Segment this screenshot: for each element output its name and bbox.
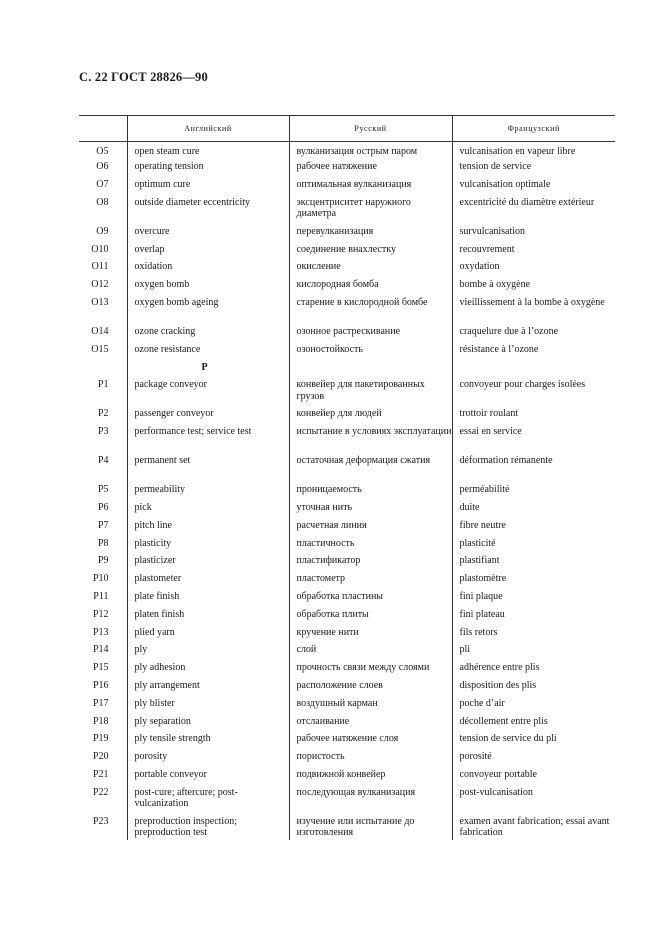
term-english: plasticizer [127, 553, 289, 571]
table-header-row [79, 116, 615, 142]
header-code [79, 116, 127, 142]
term-french: convoyeur portable [452, 767, 615, 785]
term-code: O15 [91, 343, 109, 355]
term-english: plate finish [127, 589, 289, 607]
table-row [79, 195, 615, 224]
term-code: P22 [92, 786, 109, 798]
term-english: oxygen bomb ageing [127, 295, 289, 324]
term-french: bombe à oxygène [452, 277, 615, 295]
term-english: passenger conveyor [127, 406, 289, 424]
table-row [79, 625, 615, 643]
term-code: P11 [93, 591, 109, 603]
term-russian: старение в кислородной бомбе [289, 295, 452, 324]
table-row [79, 785, 615, 814]
term-french: porosité [452, 749, 615, 767]
term-code: O13 [91, 297, 109, 309]
term-russian: озонное растрескивание [289, 324, 452, 342]
term-code: P12 [92, 608, 109, 620]
term-russian: пластификатор [289, 553, 452, 571]
table-row [79, 224, 615, 242]
glossary-table [79, 115, 615, 840]
table-row [79, 553, 615, 571]
term-french: recouvrement [452, 242, 615, 260]
term-french: décollement entre plis [452, 714, 615, 732]
term-english: overlap [127, 242, 289, 260]
term-russian: окисление [289, 259, 452, 277]
term-french: plastifiant [452, 553, 615, 571]
term-french: disposition des plis [452, 678, 615, 696]
term-code: P5 [97, 484, 109, 496]
term-french: vieillissement à la bombe à oxygène [452, 295, 615, 324]
term-russian: прочность связи между слоями [289, 660, 452, 678]
term-russian: рабочее натяжение [289, 159, 452, 177]
table-row [79, 177, 615, 195]
term-french: fini plateau [452, 607, 615, 625]
term-english: plastometer [127, 571, 289, 589]
term-french: survulcanisation [452, 224, 615, 242]
term-code: P10 [92, 573, 109, 585]
term-code: P19 [92, 733, 109, 745]
term-french: fini plaque [452, 589, 615, 607]
term-english: ply arrangement [127, 678, 289, 696]
table-row [79, 406, 615, 424]
term-french: trottoir roulant [452, 406, 615, 424]
term-russian: кручение нити [289, 625, 452, 643]
section-cell-empty [289, 360, 452, 378]
term-french: adhérence entre plis [452, 660, 615, 678]
table-row [79, 453, 615, 482]
table-row [79, 749, 615, 767]
table-row [79, 714, 615, 732]
header-english: Английский [127, 116, 289, 142]
term-french: déformation rémanente [452, 453, 615, 482]
term-code: O5 [96, 146, 109, 157]
term-french: poche d’air [452, 696, 615, 714]
term-english: operating tension [127, 159, 289, 177]
table-row [79, 242, 615, 260]
term-english: overcure [127, 224, 289, 242]
table-row [79, 342, 615, 360]
term-english: outside diameter eccentricity [127, 195, 289, 224]
header-french: Французский [452, 116, 615, 142]
table-row [79, 377, 615, 406]
term-russian: обработка пластины [289, 589, 452, 607]
term-code: P23 [92, 815, 109, 827]
term-english: oxidation [127, 259, 289, 277]
term-code: P3 [97, 426, 109, 438]
table-row [79, 259, 615, 277]
term-english: open steam cure [127, 142, 289, 160]
table-row [79, 696, 615, 714]
table-row [79, 571, 615, 589]
term-code: P4 [97, 455, 109, 467]
term-english: optimum cure [127, 177, 289, 195]
term-code: O14 [91, 326, 109, 338]
term-french: excentricité du diamètre extérieur [452, 195, 615, 224]
term-english: pick [127, 500, 289, 518]
table-row [79, 642, 615, 660]
term-russian: последующая вулканизация [289, 785, 452, 814]
term-english: plasticity [127, 536, 289, 554]
term-english: package conveyor [127, 377, 289, 406]
term-code: P8 [97, 537, 109, 549]
term-russian: уточная нить [289, 500, 452, 518]
term-code: P6 [97, 502, 109, 514]
term-french: fibre neutre [452, 518, 615, 536]
term-russian: отслаивание [289, 714, 452, 732]
term-russian: конвейер для людей [289, 406, 452, 424]
term-english: preproduction inspection; preproduction test [127, 814, 289, 840]
table-row [79, 814, 615, 840]
term-english: porosity [127, 749, 289, 767]
term-french: plasticité [452, 536, 615, 554]
term-code: P20 [92, 751, 109, 763]
term-english: permanent set [127, 453, 289, 482]
term-russian: пластометр [289, 571, 452, 589]
section-cell-empty [452, 360, 615, 378]
term-code: O9 [96, 225, 109, 237]
term-code: P14 [92, 644, 109, 656]
section-row [79, 360, 615, 378]
term-french: pli [452, 642, 615, 660]
table-row [79, 589, 615, 607]
table-row [79, 142, 615, 160]
term-french: fils retors [452, 625, 615, 643]
term-english: ply tensile strength [127, 731, 289, 749]
term-code: P2 [97, 408, 109, 420]
term-french: vulcanisation en vapeur libre [452, 142, 615, 160]
term-french: perméabilité [452, 482, 615, 500]
term-russian: испытание в условиях эксплуатации [289, 424, 452, 453]
term-french: post-vulcanisation [452, 785, 615, 814]
table-row [79, 518, 615, 536]
term-english: ply separation [127, 714, 289, 732]
term-russian: оптимальная вулканизация [289, 177, 452, 195]
term-russian: озоностойкость [289, 342, 452, 360]
term-code: P15 [92, 662, 109, 674]
term-english: oxygen bomb [127, 277, 289, 295]
term-russian: подвижной конвейер [289, 767, 452, 785]
table-row [79, 159, 615, 177]
term-russian: конвейер для пакетированных грузов [289, 377, 452, 406]
term-english: ply adhesion [127, 660, 289, 678]
term-code: P18 [92, 715, 109, 727]
term-russian: воздушный карман [289, 696, 452, 714]
glossary-table-wrapper [79, 115, 615, 840]
term-code: P21 [92, 769, 109, 781]
term-russian: эксцентриситет наружного диаметра [289, 195, 452, 224]
term-russian: расчетная линия [289, 518, 452, 536]
table-row [79, 500, 615, 518]
table-row [79, 424, 615, 453]
term-russian: рабочее натяжение слоя [289, 731, 452, 749]
term-russian: слой [289, 642, 452, 660]
table-row [79, 767, 615, 785]
term-code: P13 [92, 626, 109, 638]
term-russian: пластичность [289, 536, 452, 554]
term-code: O10 [91, 243, 109, 255]
page-header: С. 22 ГОСТ 28826—90 [79, 70, 208, 84]
term-french: tension de service [452, 159, 615, 177]
table-row [79, 607, 615, 625]
term-russian: пористость [289, 749, 452, 767]
table-row [79, 678, 615, 696]
term-french: examen avant fabrication; essai avant fabrication [452, 814, 615, 840]
term-english: ozone resistance [127, 342, 289, 360]
term-code: O12 [91, 279, 109, 291]
term-english: permeability [127, 482, 289, 500]
term-french: tension de service du pli [452, 731, 615, 749]
term-russian: обработка плиты [289, 607, 452, 625]
term-french: résistance à l’ozone [452, 342, 615, 360]
table-row [79, 731, 615, 749]
term-code: O11 [91, 261, 109, 273]
section-letter: P [127, 360, 289, 378]
term-code: O8 [96, 196, 109, 208]
table-body [79, 142, 615, 840]
term-french: convoyeur pour charges isolées [452, 377, 615, 406]
table-row [79, 277, 615, 295]
term-english: post-cure; aftercure; post-vulcanization [127, 785, 289, 814]
term-english: platen finish [127, 607, 289, 625]
table-row [79, 536, 615, 554]
table-row [79, 482, 615, 500]
term-russian: остаточная деформация сжатия [289, 453, 452, 482]
table-row [79, 660, 615, 678]
term-code: P7 [97, 519, 109, 531]
term-french: essai en service [452, 424, 615, 453]
term-code: O7 [96, 179, 109, 191]
term-french: plastomètre [452, 571, 615, 589]
term-english: performance test; service test [127, 424, 289, 453]
term-english: plied yarn [127, 625, 289, 643]
term-english: portable conveyor [127, 767, 289, 785]
table-row [79, 324, 615, 342]
term-russian: расположение слоев [289, 678, 452, 696]
term-code: P17 [92, 697, 109, 709]
term-russian: проницаемость [289, 482, 452, 500]
term-russian: соединение внахлестку [289, 242, 452, 260]
section-cell-empty [79, 360, 127, 378]
term-english: ozone cracking [127, 324, 289, 342]
term-french: oxydation [452, 259, 615, 277]
table-row [79, 295, 615, 324]
term-english: ply [127, 642, 289, 660]
term-french: duite [452, 500, 615, 518]
term-english: ply blister [127, 696, 289, 714]
term-code: P9 [97, 555, 109, 567]
term-russian: вулканизация острым паром [289, 142, 452, 160]
term-code: P1 [97, 379, 109, 391]
term-russian: перевулканизация [289, 224, 452, 242]
term-code: O6 [96, 161, 109, 173]
header-russian: Русский [289, 116, 452, 142]
term-english: pitch line [127, 518, 289, 536]
term-french: craquelure due à l’ozone [452, 324, 615, 342]
term-code: P16 [92, 680, 109, 692]
term-russian: изучение или испытание до изготовления [289, 814, 452, 840]
term-french: vulcanisation optimale [452, 177, 615, 195]
term-russian: кислородная бомба [289, 277, 452, 295]
